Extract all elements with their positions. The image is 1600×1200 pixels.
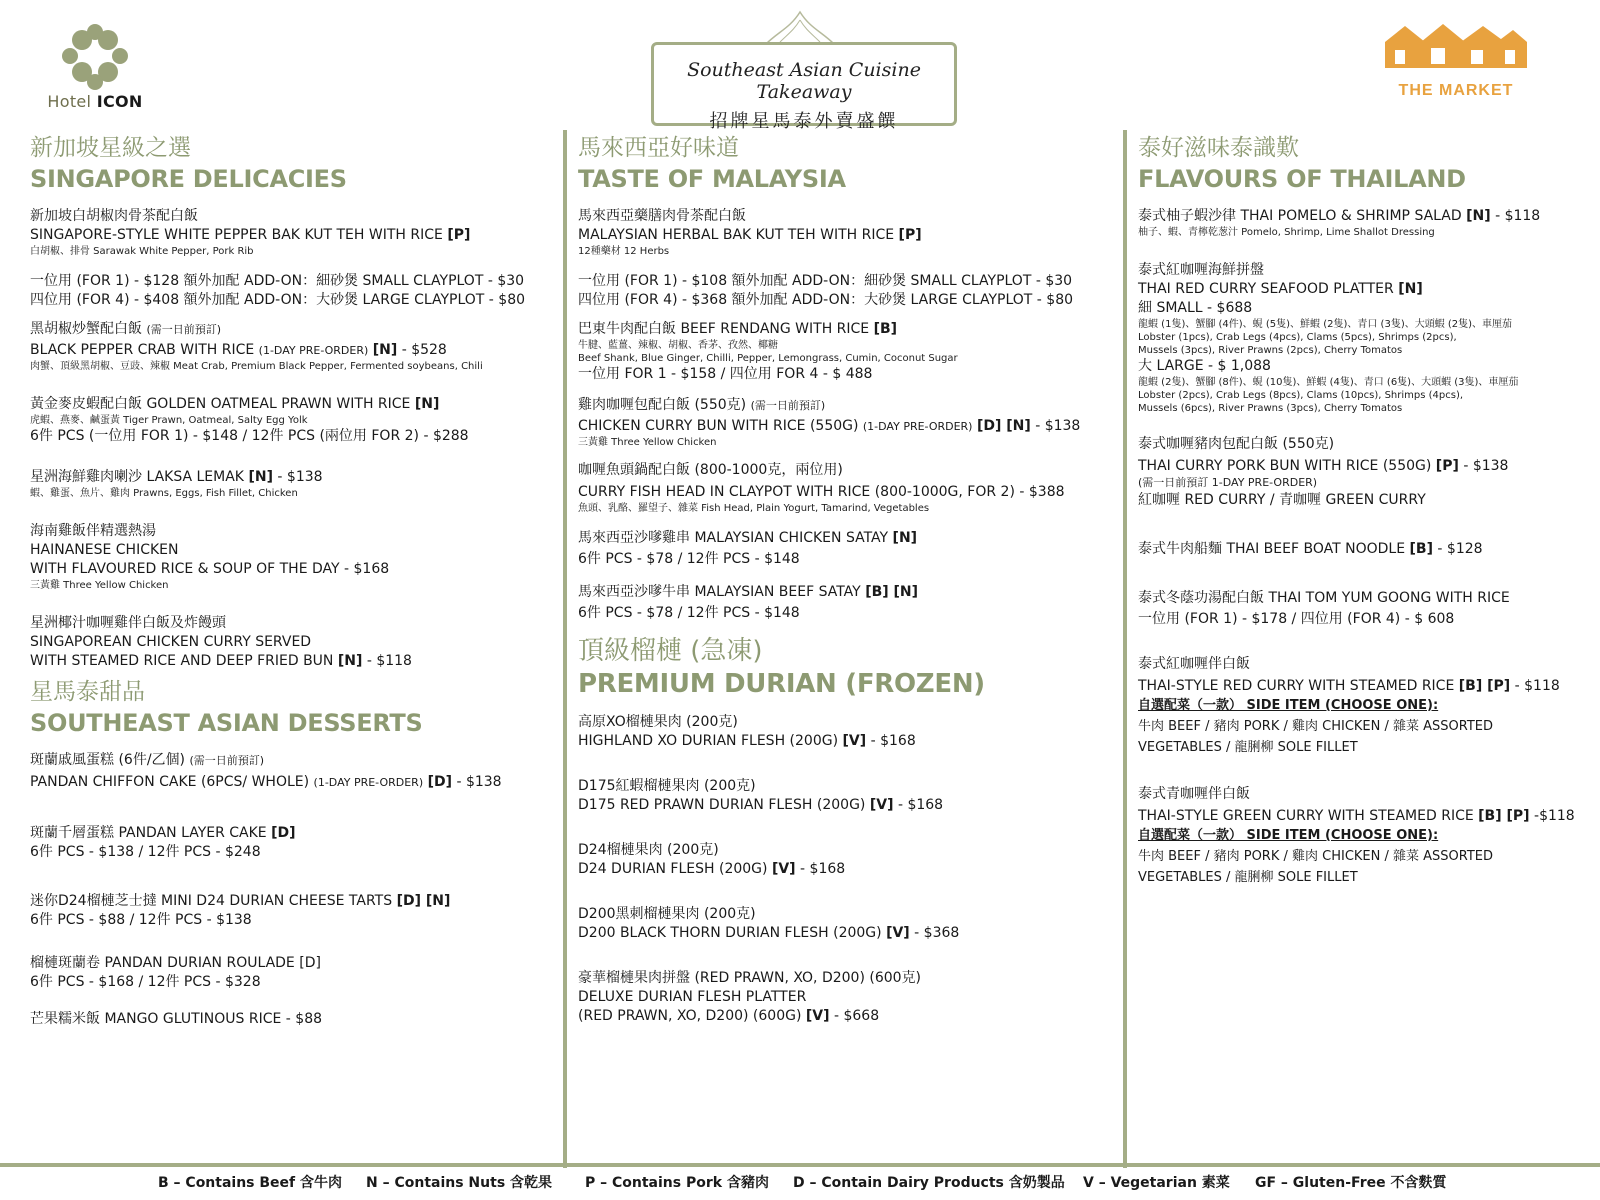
item-name: 馬來西亞沙嗲牛串 MALAYSIAN BEEF SATAY — [578, 584, 861, 600]
side-item-options: 牛肉 BEEF / 豬肉 PORK / 雞肉 CHICKEN / 雜菜 ASSORTED — [1138, 849, 1494, 864]
menu-item — [578, 320, 1113, 384]
item-name-en: D24 DURIAN FLESH (200G) — [578, 861, 768, 877]
item-ingredients: 柚子、蝦、青檸乾葱汁 Pomelo, Shrimp, Lime Shallot Dressing — [1138, 227, 1435, 238]
item-name-en: THAI-STYLE RED CURRY WITH STEAMED RICE — [1138, 678, 1455, 694]
item-ingredients: Mussels (3pcs), River Prawns (2pcs), Cherry Tomatos — [1138, 345, 1403, 356]
menu-item — [30, 320, 555, 373]
preorder-note: (1-DAY PRE-ORDER) — [313, 776, 424, 789]
item-name-zh: 泰式紅咖喱伴白飯 — [1138, 656, 1250, 672]
item-name-en: MALAYSIAN HERBAL BAK KUT TEH WITH RICE — [578, 227, 895, 243]
legend-beef: B – Contains Beef 含牛肉 — [158, 1175, 343, 1191]
item-name-en: WITH FLAVOURED RICE & SOUP OF THE DAY - $168 — [30, 561, 390, 577]
legend-gluten-free: GF – Gluten-Free 不含麩質 — [1255, 1175, 1447, 1191]
menu-item — [578, 529, 1113, 569]
item-name: 榴槤斑蘭卷 PANDAN DURIAN ROULADE [D] — [30, 955, 321, 971]
item-name: 巴東牛肉配白飯 BEEF RENDANG WITH RICE — [578, 321, 870, 337]
item-ingredients: 魚頭、乳酪、羅望子、雜菜 Fish Head, Plain Yogurt, Tamarind, Vegetables — [578, 503, 930, 514]
item-name-zh: 咖喱魚頭鍋配白飯 (800-1000克，兩位用) — [578, 462, 843, 478]
hotel-icon-logo — [40, 24, 150, 111]
item-ingredients: 三黃雞 Three Yellow Chicken — [30, 580, 169, 591]
item-name: 星洲海鮮雞肉喇沙 LAKSA LEMAK — [30, 469, 244, 485]
item-price: - $138 — [1463, 458, 1509, 474]
item-name-en: CURRY FISH HEAD IN CLAYPOT WITH RICE (800-1000G, FOR 2) - $388 — [578, 484, 1065, 500]
menu-item — [578, 969, 1113, 1026]
item-name-en: PANDAN CHIFFON CAKE (6PCS/ WHOLE) — [30, 774, 310, 790]
item-name-en: BLACK PEPPER CRAB WITH RICE — [30, 342, 255, 358]
item-name-en: (RED PRAWN, XO, D200) (600G) — [578, 1008, 802, 1024]
item-name-zh: D24榴槤果肉 (200克) — [578, 842, 719, 858]
item-ingredients: 牛腱、藍薑、辣椒、胡椒、香茅、孜然、椰糖 — [578, 340, 778, 351]
menu-item — [30, 954, 555, 992]
item-price: - $138 — [1035, 418, 1081, 434]
preorder-note: (需一日前預訂) — [146, 323, 222, 336]
market-stall-icon — [1381, 20, 1531, 74]
item-ingredients: Lobster (1pcs), Crab Legs (4pcs), Clams (5pcs), Shrimps (2pcs), — [1138, 332, 1457, 343]
allergen-tag: [N] — [1466, 208, 1491, 224]
menu-item — [578, 713, 1113, 751]
allergen-tag: [B] — [873, 321, 898, 337]
item-price: - $168 — [897, 797, 944, 813]
menu-item — [578, 207, 1113, 310]
menu-item — [30, 824, 555, 862]
side-item-options: 牛肉 BEEF / 豬肉 PORK / 雞肉 CHICKEN / 雜菜 ASSORTED — [1138, 719, 1494, 734]
menu-title-zh: 招牌星馬泰外賣盛饌 — [709, 111, 899, 132]
item-name: 迷你D24榴槤芝士撻 MINI D24 DURIAN CHEESE TARTS — [30, 893, 393, 909]
column-divider-1 — [563, 130, 567, 1168]
item-price: - $168 — [800, 861, 846, 877]
allergen-tag: [N] — [414, 396, 440, 412]
legend-nuts: N – Contains Nuts 含乾果 — [366, 1175, 553, 1191]
item-price: - $368 — [914, 925, 960, 941]
menu-item — [578, 841, 1113, 879]
hotel-icon-bold: ICON — [96, 92, 143, 111]
side-item-heading: 自選配菜（一款） SIDE ITEM (CHOOSE ONE): — [1138, 698, 1439, 713]
menu-title-en: Southeast Asian Cuisine Takeaway — [687, 59, 921, 103]
allergen-tag: [N] — [248, 469, 273, 485]
item-ingredients: 龍蝦 (2隻)、蟹腳 (8件)、蜆 (10隻)、鮮蝦 (4隻)、青口 (6隻)、大頭蝦 (3隻)、車厘茄 — [1138, 377, 1519, 388]
item-price: 6件 PCS - $78 / 12件 PCS - $148 — [578, 605, 800, 621]
allergen-tag: [D] — [271, 825, 296, 841]
side-item-options: VEGETABLES / 龍脷柳 SOLE FILLET — [1138, 870, 1358, 885]
section-title-en: SOUTHEAST ASIAN DESSERTS — [30, 709, 423, 737]
legend-vegetarian: V – Vegetarian 素菜 — [1083, 1175, 1230, 1191]
item-name-en: GOLDEN OATMEAL PRAWN WITH RICE — [146, 396, 411, 412]
allergen-tag: [P] — [1435, 458, 1459, 474]
item-name-zh: D200黑刺榴槤果肉 (200克) — [578, 906, 756, 922]
item-name-en: DELUXE DURIAN FLESH PLATTER — [578, 989, 807, 1005]
item-name: 斑蘭千層蛋糕 PANDAN LAYER CAKE — [30, 825, 267, 841]
item-price: -$118 — [1534, 808, 1575, 824]
item-name-en: SINGAPORE-STYLE WHITE PEPPER BAK KUT TEH WITH RICE — [30, 227, 443, 243]
item-price: 6件 PCS - $78 / 12件 PCS - $148 — [578, 551, 800, 567]
allergen-tag: [N] — [892, 530, 918, 546]
item-ingredients: 肉蟹、頂級黑胡椒、豆豉、辣椒 Meat Crab, Premium Black Pepper, Fermented soybeans, Chili — [30, 361, 483, 372]
allergen-tag: [N] — [337, 653, 363, 669]
item-price: 一位用 FOR 1 - $158 / 四位用 FOR 4 - $ 488 — [578, 366, 873, 382]
item-price: 6件 PCS - $88 / 12件 PCS - $138 — [30, 912, 252, 928]
menu-item — [1138, 435, 1588, 510]
allergen-tag: [B] [N] — [865, 584, 919, 600]
section-title-zh: 馬來西亞好味道 — [578, 135, 739, 161]
section-title-en: TASTE OF MALAYSIA — [578, 165, 846, 193]
item-name-zh: 黑胡椒炒蟹配白飯 — [30, 321, 142, 337]
item-name-zh: 泰式咖喱豬肉包配白飯 (550克) — [1138, 436, 1335, 452]
item-price: - $118 — [1514, 678, 1560, 694]
item-name-en: CHICKEN CURRY BUN WITH RICE (550G) — [578, 418, 859, 434]
item-name-zh: 星洲椰汁咖喱雞伴白飯及炸饅頭 — [30, 615, 226, 631]
allergen-tag: [V] — [771, 861, 796, 877]
preorder-note: (需一日前預訂) — [750, 399, 826, 412]
item-price: - $128 — [1437, 541, 1483, 557]
item-name-zh: 泰式青咖喱伴白飯 — [1138, 786, 1250, 802]
allergen-tag: [V] — [842, 733, 867, 749]
item-name-en: THAI RED CURRY SEAFOOD PLATTER — [1138, 281, 1394, 297]
item-ingredients: Lobster (2pcs), Crab Legs (8pcs), Clams (10pcs), Shrimps (4pcs), — [1138, 390, 1464, 401]
allergen-tag: [D] — [427, 774, 452, 790]
item-price: 6件 PCS - $168 / 12件 PCS - $328 — [30, 974, 261, 990]
menu-item — [30, 892, 555, 930]
menu-item — [1138, 655, 1588, 757]
allergen-tag: [B] [P] — [1478, 808, 1530, 824]
menu-item — [30, 1010, 555, 1029]
item-name-en: HIGHLAND XO DURIAN FLESH (200G) — [578, 733, 839, 749]
hotel-icon-emblem-icon — [60, 24, 130, 90]
item-ingredients: 12種藥材 12 Herbs — [578, 246, 670, 257]
the-market-logo — [1375, 20, 1537, 100]
menu-item — [30, 468, 555, 500]
menu-item — [578, 583, 1113, 623]
side-item-options: VEGETABLES / 龍脷柳 SOLE FILLET — [1138, 740, 1358, 755]
side-item-heading: 自選配菜（一款） SIDE ITEM (CHOOSE ONE): — [1138, 828, 1439, 843]
allergen-tag: [P] — [898, 227, 922, 243]
item-price: - $528 — [401, 342, 447, 358]
item-ingredients: 三黃雞 Three Yellow Chicken — [578, 437, 717, 448]
item-name: 泰式冬蔭功湯配白飯 THAI TOM YUM GOONG WITH RICE — [1138, 590, 1510, 606]
item-name-en: D175 RED PRAWN DURIAN FLESH (200G) — [578, 797, 866, 813]
section-title-zh: 星馬泰甜品 — [30, 679, 145, 705]
section-title-en: SINGAPORE DELICACIES — [30, 165, 347, 193]
menu-item — [1138, 540, 1588, 559]
preorder-note: (需一日前預訂 1-DAY PRE-ORDER) — [1138, 476, 1318, 489]
section-title-en: PREMIUM DURIAN (FROZEN) — [578, 669, 985, 699]
allergen-tag: [D] [N] — [396, 893, 451, 909]
allergen-tag: [B] [P] — [1458, 678, 1511, 694]
menu-item — [578, 905, 1113, 943]
item-name-zh: 斑蘭戚風蛋糕 (6件/乙個) — [30, 752, 185, 768]
item-ingredients: 蝦、雞蛋、魚片、雞肉 Prawns, Eggs, Fish Fillet, Chicken — [30, 488, 298, 499]
item-name: 芒果糯米飯 MANGO GLUTINOUS RICE - $88 — [30, 1011, 323, 1027]
preorder-note: (1-DAY PRE-ORDER) — [862, 420, 973, 433]
item-name-en: THAI CURRY PORK BUN WITH RICE (550G) — [1138, 458, 1432, 474]
item-price: 一位用 (FOR 1) - $108 額外加配 ADD-ON：細砂煲 SMALL CLAYPLOT - $30 — [578, 273, 1073, 289]
item-name: 泰式牛肉船麵 THAI BEEF BOAT NOODLE — [1138, 541, 1406, 557]
item-name-en: SINGAPOREAN CHICKEN CURRY SERVED — [30, 634, 312, 650]
legend-dairy: D – Contain Dairy Products 含奶製品 — [793, 1175, 1065, 1191]
item-price: 大 LARGE - $ 1,088 — [1138, 358, 1271, 374]
item-price: - $168 — [870, 733, 916, 749]
item-name-en: THAI-STYLE GREEN CURRY WITH STEAMED RICE — [1138, 808, 1474, 824]
allergen-tag: [P] — [447, 227, 471, 243]
item-name-zh: 豪華榴槤果肉拼盤 (RED PRAWN, XO, D200) (600克) — [578, 970, 922, 986]
menu-item — [578, 396, 1113, 449]
column-malaysia — [578, 133, 1113, 1026]
item-name: 泰式柚子蝦沙律 THAI POMELO & SHRIMP SALAD — [1138, 208, 1462, 224]
menu-title-box — [651, 42, 957, 132]
menu-item — [30, 207, 555, 310]
item-price: 四位用 (FOR 4) - $408 額外加配 ADD-ON：大砂煲 LARGE CLAYPLOT - $80 — [30, 292, 526, 308]
menu-item — [1138, 589, 1588, 629]
item-price: - $138 — [277, 469, 323, 485]
menu-item — [30, 395, 555, 446]
column-thailand — [1138, 133, 1588, 887]
item-price: 6件 PCS (一位用 FOR 1) - $148 / 12件 PCS (兩位用 FOR 2) - $288 — [30, 428, 469, 444]
hotel-icon-text: Hotel — [47, 92, 92, 111]
curry-choice: 紅咖喱 RED CURRY / 青咖喱 GREEN CURRY — [1138, 492, 1426, 508]
item-name-zh: 新加坡白胡椒肉骨茶配白飯 — [30, 208, 198, 224]
item-price: - $118 — [366, 653, 412, 669]
item-name-zh: 雞肉咖喱包配白飯 (550克) — [578, 397, 747, 413]
section-title-zh: 頂級榴槤 (急凍) — [578, 636, 763, 666]
item-ingredients: Beef Shank, Blue Ginger, Chilli, Pepper, Lemongrass, Cumin, Coconut Sugar — [578, 353, 958, 364]
allergen-tag: [D] [N] — [976, 418, 1031, 434]
item-price: - $118 — [1495, 208, 1541, 224]
item-name: 馬來西亞沙嗲雞串 MALAYSIAN CHICKEN SATAY — [578, 530, 889, 546]
item-ingredients: Mussels (6pcs), River Prawns (3pcs), Cherry Tomatos — [1138, 403, 1403, 414]
allergen-tag: [N] — [372, 342, 398, 358]
column-singapore — [30, 133, 555, 1029]
preorder-note: (1-DAY PRE-ORDER) — [258, 344, 369, 357]
item-name-en: HAINANESE CHICKEN — [30, 542, 179, 558]
section-title-en: FLAVOURS OF THAILAND — [1138, 165, 1466, 193]
item-name-zh: 馬來西亞藥膳肉骨茶配白飯 — [578, 208, 746, 224]
menu-item — [30, 751, 555, 792]
menu-item — [30, 614, 555, 671]
item-price: - $668 — [833, 1008, 880, 1024]
item-name: 黃金麥皮蝦配白飯 — [30, 396, 142, 412]
item-price: 細 SMALL - $688 — [1138, 300, 1253, 316]
item-price: 一位用 (FOR 1) - $128 額外加配 ADD-ON：細砂煲 SMALL CLAYPLOT - $30 — [30, 273, 525, 289]
item-ingredients: 龍蝦 (1隻)、蟹腳 (4件)、蜆 (5隻)、鮮蝦 (2隻)、青口 (3隻)、大頭蝦 (2隻)、車厘茄 — [1138, 319, 1513, 330]
item-price: 6件 PCS - $138 / 12件 PCS - $248 — [30, 844, 261, 860]
item-name-en: WITH STEAMED RICE AND DEEP FRIED BUN — [30, 653, 334, 669]
menu-item — [578, 461, 1113, 515]
menu-item — [1138, 785, 1588, 887]
allergen-tag: [V] — [805, 1008, 830, 1024]
item-name-en: D200 BLACK THORN DURIAN FLESH (200G) — [578, 925, 882, 941]
section-title-zh: 新加坡星級之選 — [30, 135, 191, 161]
item-name-zh: 海南雞飯伴精選熱湯 — [30, 523, 156, 539]
the-market-text: THE MARKET — [1398, 82, 1514, 99]
column-divider-2 — [1123, 130, 1127, 1168]
allergen-tag: [V] — [869, 797, 894, 813]
item-name-zh: 高原XO榴槤果肉 (200克) — [578, 714, 738, 730]
section-title-zh: 泰好滋味泰識歎 — [1138, 135, 1299, 161]
footer-rule — [0, 1163, 1600, 1167]
item-price: - $138 — [456, 774, 502, 790]
item-ingredients: 白胡椒、排骨 Sarawak White Pepper, Pork Rib — [30, 246, 254, 257]
item-name-zh: D175紅蝦榴槤果肉 (200克) — [578, 778, 756, 794]
allergen-tag: [B] — [1409, 541, 1433, 557]
menu-item — [30, 522, 555, 592]
menu-item — [1138, 261, 1588, 415]
allergen-tag: [N] — [1398, 281, 1423, 297]
preorder-note: (需一日前預訂) — [189, 754, 265, 767]
item-name-zh: 泰式紅咖喱海鮮拼盤 — [1138, 262, 1264, 278]
menu-item — [578, 777, 1113, 815]
allergen-tag: [V] — [886, 925, 910, 941]
legend-pork: P – Contains Pork 含豬肉 — [585, 1175, 769, 1191]
menu-item — [1138, 207, 1588, 239]
item-price: 四位用 (FOR 4) - $368 額外加配 ADD-ON：大砂煲 LARGE CLAYPLOT - $80 — [578, 292, 1074, 308]
item-price: 一位用 (FOR 1) - $178 / 四位用 (FOR 4) - $ 608 — [1138, 611, 1455, 627]
item-ingredients: 虎蝦、燕麥、鹹蛋黃 Tiger Prawn, Oatmeal, Salty Egg Yolk — [30, 415, 308, 426]
